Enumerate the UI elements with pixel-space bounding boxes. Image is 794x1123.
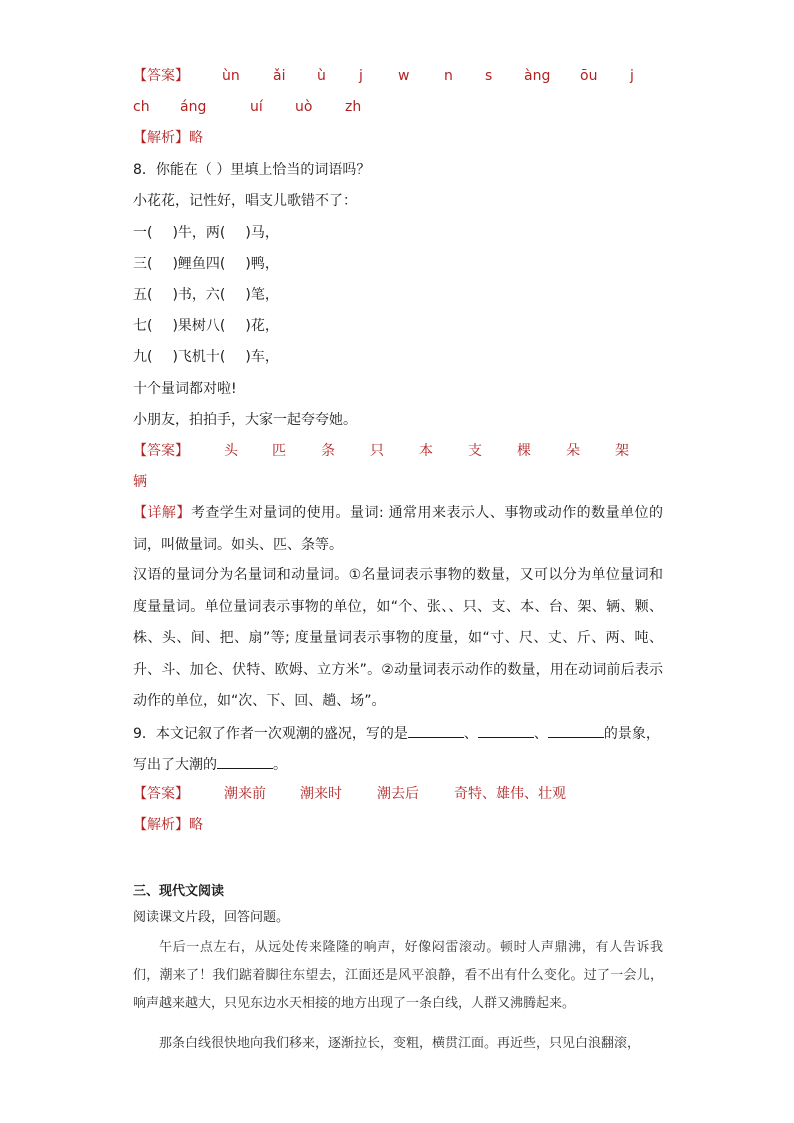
- verse-text: )鲤鱼四(: [172, 256, 226, 272]
- verse-text: 五(: [133, 287, 153, 303]
- q9-text: 写出了大潮的: [133, 757, 217, 773]
- q8-detail-text: 考查学生对量词的使用。量词: 通常用来表示人、事物或动作的数量单位的词，叫做量词。如头、匹、条等。: [133, 505, 663, 553]
- q8-question: 8．你能在（ ）里填上恰当的词语吗？: [133, 162, 371, 178]
- verse-text: 三(: [133, 256, 153, 272]
- q8-verse-line: [133, 285, 279, 305]
- q8-answer-3: 条: [321, 443, 335, 459]
- q7-answer-label: 【答案】: [133, 68, 189, 84]
- q8-answer-2: 匹: [272, 443, 286, 459]
- q9-text: 的景象，: [603, 726, 660, 742]
- q7-answer-3: ù: [317, 68, 326, 84]
- q8-intro: 小花花，记性好，唱支儿歌错不了：: [133, 193, 357, 209]
- q8-answer-5: 本: [419, 443, 433, 459]
- q8-detail-p1: [133, 498, 663, 561]
- q7-answer-2: ǎi: [273, 68, 286, 84]
- verse-text: 一(: [133, 225, 153, 241]
- q8-answer-7: 棵: [517, 443, 531, 459]
- q9-question-line1: [133, 722, 660, 744]
- q9-text: 。: [273, 757, 287, 773]
- q8-line-after: 十个量词都对啦!: [133, 381, 237, 397]
- q9-sep: 、: [533, 726, 548, 742]
- q7-answer-15: zh: [345, 99, 362, 115]
- q7-answer-10: j: [630, 68, 634, 84]
- q8-detail-p2: 汉语的量词分为名量词和动量词。①名量词表示事物的数量，又可以分为单位量词和度量量词。单位量词表示事物的单位，如“个、张、、只、支、本、台、架、辆、颗、株、头、间、把、扇”等; 度量量词表示事物的度量，如“寸、尺、丈、斤、两、吨、升、斗、加仑、伏特、欧姆、立方米”。②动量词表示动作的数量，用在动词前后表示动作的单位，如“次、下、回、趟、场”。: [133, 567, 663, 709]
- verse-text: )果树八(: [172, 318, 226, 334]
- q9-answer-4: 奇特、雄伟、壮观: [454, 786, 566, 802]
- q9-blank-3: [548, 722, 604, 738]
- q7-analysis: [133, 128, 203, 148]
- q9-analysis-label: 【解析】: [133, 817, 189, 833]
- q8-verse-line: [133, 347, 279, 367]
- q7-answer-5: w: [398, 68, 410, 84]
- section-heading: 三、现代文阅读: [133, 884, 225, 899]
- q7-answer-13: uí: [250, 99, 263, 115]
- q9-blank-1: [408, 722, 464, 738]
- verse-text: )笔，: [245, 287, 279, 303]
- q7-answer-7: s: [485, 68, 493, 84]
- q8-verse-line: [133, 223, 279, 243]
- q9-answer-label: 【答案】: [133, 786, 189, 802]
- q7-analysis-text: 略: [189, 130, 203, 146]
- verse-text: )马，: [245, 225, 279, 241]
- q7-answer-14: uò: [295, 99, 313, 115]
- q9-answer-2: 潮来时: [300, 786, 342, 802]
- q8-line-end: 小朋友，拍拍手，大家一起夸夸她。: [133, 412, 357, 428]
- passage-paragraph-2: 那条白线很快地向我们移来，逐渐拉长，变粗，横贯江面。再近些，只见白浪翻滚，: [159, 1036, 641, 1051]
- verse-text: )花，: [245, 318, 279, 334]
- q8-answer-4: 只: [370, 443, 384, 459]
- q7-answer-6: n: [444, 68, 453, 84]
- q9-analysis-text: 略: [189, 817, 203, 833]
- q8-answer-8: 朵: [566, 443, 580, 459]
- q7-answer-4: j: [359, 68, 363, 84]
- q9-blank-2: [478, 722, 534, 738]
- verse-text: )车，: [245, 349, 279, 365]
- q7-answer-12: áng: [180, 99, 207, 115]
- q8-answer-9: 架: [615, 443, 629, 459]
- verse-text: )飞机十(: [172, 349, 226, 365]
- section-instruction: 阅读课文片段，回答问题。: [133, 910, 290, 925]
- passage-paragraph-1: 午后一点左右，从远处传来隆隆的响声，好像闷雷滚动。顿时人声鼎沸，有人告诉我们，潮来了！我们踮着脚往东望去，江面还是风平浪静，看不出有什么变化。过了一会儿，响声越来越大，只见东边水天相接的地方出现了一条白线，人群又沸腾起来。: [133, 940, 663, 1011]
- q9-answer-1: 潮来前: [224, 786, 266, 802]
- verse-text: )鸭，: [245, 256, 279, 272]
- verse-text: )牛，两(: [172, 225, 226, 241]
- q8-answer-6: 支: [468, 443, 482, 459]
- q9-analysis: [133, 815, 203, 835]
- q8-verse-line: [133, 254, 279, 274]
- q8-detail-label: 【详解】: [133, 505, 191, 521]
- verse-text: )书，六(: [172, 287, 226, 303]
- q8-verse-line: [133, 316, 279, 336]
- q8-answer-1: 头: [224, 443, 238, 459]
- q7-answer-11: ch: [133, 99, 150, 115]
- q8-answer-label: 【答案】: [133, 443, 189, 459]
- q9-answer-3: 潮去后: [377, 786, 419, 802]
- q9-question-line2: [133, 753, 287, 775]
- q9-blank-4: [217, 753, 273, 769]
- verse-text: 七(: [133, 318, 153, 334]
- q9-sep: 、: [463, 726, 478, 742]
- q7-answer-8: àng: [524, 68, 551, 84]
- q9-text: 9．本文记叙了作者一次观潮的盛况，写的是: [133, 726, 408, 742]
- q7-answer-9: ōu: [580, 68, 598, 84]
- verse-text: 九(: [133, 349, 153, 365]
- q8-answer-10: 辆: [133, 474, 147, 490]
- q7-answer-1: ùn: [222, 68, 240, 84]
- q7-analysis-label: 【解析】: [133, 130, 189, 146]
